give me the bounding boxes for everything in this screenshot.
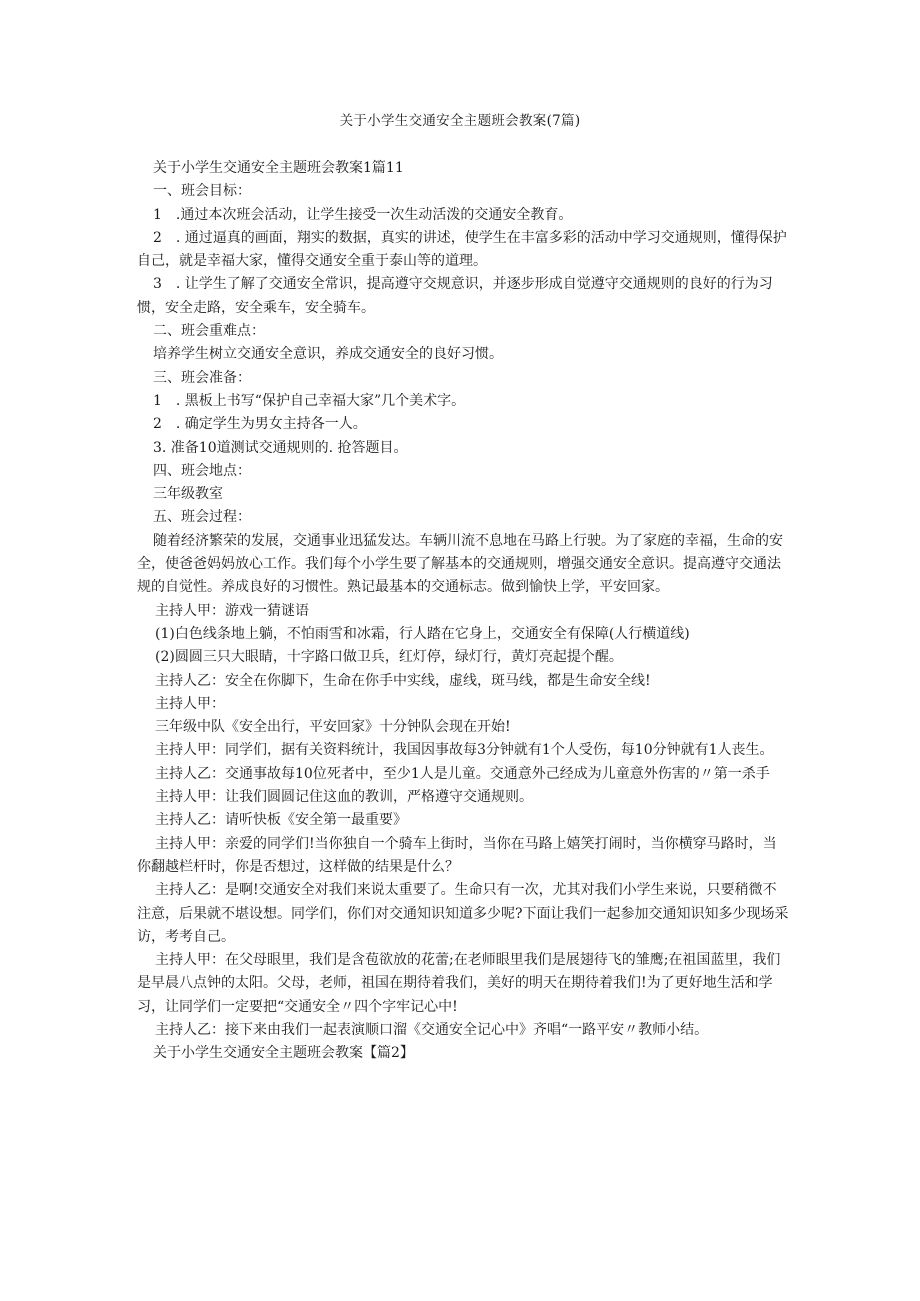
dialogue-line: 主持人甲： xyxy=(155,695,225,712)
process-intro: 随着经济繁荣的发展，交通事业迅猛发达。车辆川流不息地在马路上行驶。为了家庭的幸福，生命的安全，使爸爸妈妈放心工作。我们每个小学生要了解基本的交通规则，增强交通安全意识。提高遵守交通法规的自觉性。养成良好的习惯性。熟记最基本的交通标志。做到愉快上学，平安回家。 xyxy=(137,532,783,596)
goal-item-2: 2 . 通过逼真的画面，翔实的数据，真实的讲述，使学生在丰富多彩的活动中学习交通规则，懂得保护自己，就是幸福大家，懂得交通安全重于泰山等的道理。 xyxy=(137,229,787,270)
goal-item-3: 3 . 让学生了解了交通安全常识，提高遵守交规意识，并逐步形成自觉遵守交通规则的良好的行为习惯，安全走路，安全乘车，安全骑车。 xyxy=(137,276,773,316)
heading-process: 五、班会过程： xyxy=(153,509,251,526)
dialogue-line: 主持人甲：亲爱的同学们!当你独自一个骑车上街时，当你在马路上嬉笑打闹时，当你横穿马路时，当你翻越栏杆时，你是否想过，这样做的结果是什么？ xyxy=(137,835,777,875)
riddle-1: (1)白色线条地上躺，不怕雨雪和冰霜，行人踏在它身上，交通安全有保障(人行横道线) xyxy=(155,625,690,642)
dialogue-line: 主持人甲：游戏一猜谜语 xyxy=(155,602,309,619)
key-points-text: 培养学生树立交通安全意识，养成交通安全的良好习惯。 xyxy=(153,346,503,363)
dialogue-line: 主持人甲：同学们，据有关资料统计，我国因事故每3分钟就有1个人受伤，每10分钟就有1人丧生。 xyxy=(155,742,774,759)
dialogue-line: 主持人乙：接下来由我们一起表演顺口溜《交通安全记心中》齐唱“一路平安〃教师小结。 xyxy=(155,1021,709,1038)
document-title: 关于小学生交通安全主题班会教案(7篇) xyxy=(339,113,581,129)
heading-location: 四、班会地点： xyxy=(153,462,251,479)
preparation-item-2: 2 . 确定学生为男女主持各一人。 xyxy=(153,416,367,433)
document-body xyxy=(137,157,789,1066)
dialogue-line: 主持人甲：在父母眼里，我们是含苞欲放的花蕾;在老师眼里我们是展翅待飞的雏鹰;在祖国蓝里，我们是早晨八点钟的太阳。父母，老师，祖国在期待着我们，美好的明天在期待着我们!为了更好地生活和学习，让同学们一定要把“交通安全〃四个字牢记心中! xyxy=(137,952,781,1015)
section-heading-2: 关于小学生交通安全主题班会教案【篇2】 xyxy=(153,1045,414,1062)
riddle-2: (2)圆圆三只大眼睛，十字路口做卫兵，红灯停，绿灯行，黄灯亮起提个醒。 xyxy=(155,649,623,666)
dialogue-line: 主持人乙：请听快板《安全第一最重要》 xyxy=(155,812,407,829)
preparation-item-1: 1 . 黑板上书写“保护自己幸福大家”几个美术字。 xyxy=(153,392,466,409)
dialogue-line: 三年级中队《安全出行，平安回家》十分钟队会现在开始! xyxy=(155,719,511,736)
dialogue-line: 主持人甲：让我们圆圆记住这血的教训，严格遵守交通规则。 xyxy=(155,789,533,806)
location-text: 三年级教室 xyxy=(153,486,223,503)
heading-goals: 一、班会目标： xyxy=(153,183,251,200)
dialogue-line: 主持人乙：是啊!交通安全对我们来说太重要了。生命只有一次，尤其对我们小学生来说，只要稍微不注意，后果就不堪设想。同学们，你们对交通知识知道多少呢?下面让我们一起参加交通知识知多少现场采访，考考自己。 xyxy=(137,882,789,945)
section-heading: 关于小学生交通安全主题班会教案1篇11 xyxy=(153,160,404,176)
heading-preparation: 三、班会准备： xyxy=(153,369,251,386)
preparation-item-3: 3. 准备10道测试交通规则的. 抢答题目。 xyxy=(153,439,408,456)
goal-item-1: 1 .通过本次班会活动，让学生接受一次生动活泼的交通安全教育。 xyxy=(153,206,573,223)
heading-key-points: 二、班会重难点： xyxy=(153,323,265,340)
dialogue-line: 主持人乙：安全在你脚下，生命在你手中实线，虚线，斑马线，都是生命安全线! xyxy=(155,672,651,689)
dialogue-line: 主持人乙：交通事故每10位死者中，至少1人是儿童。交通意外己经成为儿童意外伤害的〃第一杀手 xyxy=(155,765,770,782)
